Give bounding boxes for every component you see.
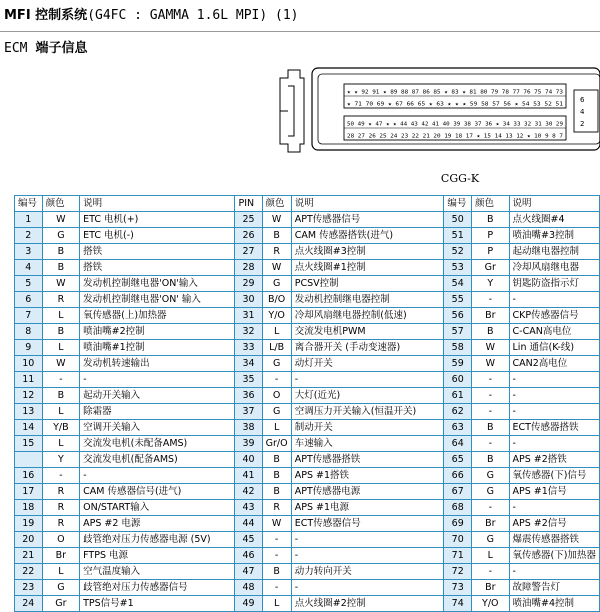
- pin-block-right: [574, 90, 598, 132]
- pin-description: -: [509, 388, 599, 404]
- table-row: [15, 468, 600, 484]
- pin-number: 9: [15, 340, 43, 356]
- pin-row-lower-2: 28 27 26 25 24 23 22 21 20 19 18 17 ★ 15 14 13 12 ★ 10 9 8 7: [347, 133, 563, 140]
- wire-color: L: [262, 420, 291, 436]
- table-row: [15, 516, 600, 532]
- pin-number: 69: [444, 516, 472, 532]
- pin-description: 空调开关输入: [80, 420, 235, 436]
- wire-color: -: [262, 532, 291, 548]
- pin-description: 点火线圈#3控制: [291, 244, 444, 260]
- pin-number: 21: [15, 548, 43, 564]
- pin-description: 喷油嘴#1控制: [80, 340, 235, 356]
- wire-color: Br: [472, 308, 509, 324]
- pin-description: -: [80, 372, 235, 388]
- wire-color: Gr/O: [262, 436, 291, 452]
- pin-number: 31: [235, 308, 262, 324]
- table-row: [15, 388, 600, 404]
- wire-color: G: [472, 468, 509, 484]
- wire-color: B: [472, 212, 509, 228]
- pin-description: -: [509, 372, 599, 388]
- table-row: [15, 500, 600, 516]
- table-row: [15, 356, 600, 372]
- pin-number: 12: [15, 388, 43, 404]
- table-row: [15, 532, 600, 548]
- wire-color: R: [262, 500, 291, 516]
- wire-color: W: [262, 260, 291, 276]
- wire-color: R: [262, 244, 291, 260]
- connector-latch-inner: [288, 86, 294, 136]
- wire-color: B/O: [262, 292, 291, 308]
- wire-color: Br: [472, 580, 509, 596]
- wire-color: B: [262, 484, 291, 500]
- pin-description: FTPS 电源: [80, 548, 235, 564]
- pin-description: 喷油嘴#2控制: [80, 324, 235, 340]
- wire-color: -: [42, 468, 79, 484]
- wire-color: B: [472, 452, 509, 468]
- pin-number: 14: [15, 420, 43, 436]
- pin-row-upper-2: ★ 71 70 69 ★ 67 66 65 ★ 63 ★ ★ ★ 59 58 57 56 ★ 54 53 52 51: [347, 101, 563, 108]
- wire-color: W: [472, 356, 509, 372]
- pin-number: 36: [235, 388, 262, 404]
- pin-description: ETC 电机(+): [80, 212, 235, 228]
- pin-description: 点火线圈#2控制: [291, 596, 444, 612]
- pin-description: APT传感器信号: [291, 212, 444, 228]
- pin-number: 19: [15, 516, 43, 532]
- pin-description: 动灯开关: [291, 356, 444, 372]
- wire-color: L: [262, 324, 291, 340]
- pin-number: 2: [15, 228, 43, 244]
- pin-number: 28: [235, 260, 262, 276]
- pin-number: 51: [444, 228, 472, 244]
- pin-description: 点火线圈#1控制: [291, 260, 444, 276]
- pin-description: APS #2信号: [509, 516, 599, 532]
- pin-description: APS #2 电源: [80, 516, 235, 532]
- pin-description: C-CAN高电位: [509, 324, 599, 340]
- wire-color: -: [472, 436, 509, 452]
- wire-color: -: [42, 372, 79, 388]
- pin-description: PCSV控制: [291, 276, 444, 292]
- pin-description: 爆震传感器搭铁: [509, 532, 599, 548]
- wire-color: B: [262, 452, 291, 468]
- header-description: 说明: [80, 196, 235, 212]
- wire-color: B: [262, 468, 291, 484]
- wire-color: G: [262, 404, 291, 420]
- pin-number: 49: [235, 596, 262, 612]
- pin-description: -: [509, 292, 599, 308]
- pin-number: 35: [235, 372, 262, 388]
- wire-color: Gr: [42, 596, 79, 612]
- pin-number: 34: [235, 356, 262, 372]
- pin-number: 58: [444, 340, 472, 356]
- table-row: [15, 372, 600, 388]
- pin-number: 24: [15, 596, 43, 612]
- title-system-name: MFI 控制系统: [4, 8, 88, 23]
- pin-description: 离合器开关 (手动变速器): [291, 340, 444, 356]
- connector-label: CGG-K: [440, 172, 480, 185]
- section-title: 端子信息: [35, 41, 88, 56]
- wire-color: L: [42, 308, 79, 324]
- wire-color: -: [472, 388, 509, 404]
- wire-color: R: [42, 500, 79, 516]
- pin-description: 动力转向开关: [291, 564, 444, 580]
- pin-description: -: [80, 468, 235, 484]
- pin-row-upper-1: ★ ★ 92 91 ★ 89 88 87 86 85 ★ 83 ★ 81 80 79 78 77 76 75 74 73: [347, 89, 563, 96]
- pin-number: 17: [15, 484, 43, 500]
- wire-color: G: [262, 276, 291, 292]
- pin-number: 43: [235, 500, 262, 516]
- wire-color: G: [472, 484, 509, 500]
- wire-color: Y: [42, 452, 79, 468]
- pin-description: -: [291, 548, 444, 564]
- pin-description: 喷油嘴#4控制: [509, 596, 599, 612]
- pin-description: -: [291, 532, 444, 548]
- pin-number: 22: [15, 564, 43, 580]
- header-pin: PIN: [235, 196, 262, 212]
- wire-color: B: [472, 420, 509, 436]
- table-body: [15, 212, 600, 612]
- pin-number: 54: [444, 276, 472, 292]
- section-heading: [0, 38, 600, 60]
- pin-description: APT传感器电源: [291, 484, 444, 500]
- pin-number: 39: [235, 436, 262, 452]
- pin-right-4: 4: [580, 108, 585, 116]
- pin-description: 大灯(近光): [291, 388, 444, 404]
- pin-number: 3: [15, 244, 43, 260]
- table-row: [15, 228, 600, 244]
- pin-number: 55: [444, 292, 472, 308]
- pin-right-6: 6: [580, 96, 585, 104]
- pin-number: 29: [235, 276, 262, 292]
- pin-number: 74: [444, 596, 472, 612]
- wire-color: B: [262, 564, 291, 580]
- pin-description: 起动继电器控制: [509, 244, 599, 260]
- pin-description: 钥匙防盗指示灯: [509, 276, 599, 292]
- pin-number: 18: [15, 500, 43, 516]
- pin-description: -: [509, 500, 599, 516]
- pin-description: 起动开关输入: [80, 388, 235, 404]
- pin-description: 交流发电机(配备AMS): [80, 452, 235, 468]
- wire-color: O: [42, 532, 79, 548]
- pin-description: 歧管绝对压力传感器电源 (5V): [80, 532, 235, 548]
- pin-description: -: [291, 372, 444, 388]
- wire-color: W: [42, 212, 79, 228]
- pin-description: TPS信号#1: [80, 596, 235, 612]
- header-color-3: 颜色: [472, 196, 509, 212]
- wire-color: Br: [42, 548, 79, 564]
- wire-color: -: [472, 500, 509, 516]
- wire-color: Y/B: [42, 420, 79, 436]
- pin-number: 37: [235, 404, 262, 420]
- wire-color: G: [42, 228, 79, 244]
- wire-color: -: [472, 292, 509, 308]
- pin-number: 38: [235, 420, 262, 436]
- pin-description: APT传感器搭铁: [291, 452, 444, 468]
- pin-number: 26: [235, 228, 262, 244]
- table-row: [15, 452, 600, 468]
- table-row: [15, 276, 600, 292]
- table-header-row: [15, 196, 600, 212]
- pin-number: 13: [15, 404, 43, 420]
- pin-number: 25: [235, 212, 262, 228]
- pin-right-2: 2: [580, 120, 585, 128]
- wire-color: B: [42, 324, 79, 340]
- pin-description: -: [509, 404, 599, 420]
- table-row: [15, 564, 600, 580]
- pin-description: Lin 通信(K-线): [509, 340, 599, 356]
- pin-number: 16: [15, 468, 43, 484]
- header-color-2: 颜色: [262, 196, 291, 212]
- pin-description: 氧传感器(下)加热器: [509, 548, 599, 564]
- pin-description: CAN2高电位: [509, 356, 599, 372]
- pin-number: 32: [235, 324, 262, 340]
- wire-color: P: [472, 244, 509, 260]
- pin-description: 发动机控制继电器'ON' 输入: [80, 292, 235, 308]
- pin-number: 65: [444, 452, 472, 468]
- table-row: [15, 324, 600, 340]
- pin-number: 52: [444, 244, 472, 260]
- wire-color: W: [42, 276, 79, 292]
- header-description-2: 说明: [291, 196, 444, 212]
- wire-color: G: [262, 356, 291, 372]
- wire-color: Y: [472, 276, 509, 292]
- pin-description: 车速输入: [291, 436, 444, 452]
- pin-number: 20: [15, 532, 43, 548]
- connector-diagram: [278, 66, 600, 156]
- wire-color: -: [472, 404, 509, 420]
- wire-color: L: [262, 596, 291, 612]
- pin-number: 47: [235, 564, 262, 580]
- wire-color: W: [262, 516, 291, 532]
- wire-color: B: [262, 228, 291, 244]
- pin-number: 45: [235, 532, 262, 548]
- table-row: [15, 244, 600, 260]
- pin-number: 66: [444, 468, 472, 484]
- wire-color: P: [472, 228, 509, 244]
- pin-number: 57: [444, 324, 472, 340]
- wire-color: W: [42, 356, 79, 372]
- wire-color: -: [262, 580, 291, 596]
- pin-number: 27: [235, 244, 262, 260]
- pin-number: 7: [15, 308, 43, 324]
- wire-color: L: [472, 548, 509, 564]
- table-row: [15, 548, 600, 564]
- table-row: [15, 404, 600, 420]
- pin-description: -: [509, 436, 599, 452]
- pin-number: 53: [444, 260, 472, 276]
- pin-number: 67: [444, 484, 472, 500]
- pin-description: 冷却风扇继电器控制(低速): [291, 308, 444, 324]
- wire-color: -: [472, 564, 509, 580]
- table-row: [15, 308, 600, 324]
- pin-description: 搭铁: [80, 244, 235, 260]
- pin-row-lower-1: 50 49 ★ 47 ★ ★ 44 43 42 41 40 39 38 37 36 ★ 34 33 32 31 30 29: [347, 121, 563, 128]
- wire-color: L: [42, 564, 79, 580]
- pin-number: 33: [235, 340, 262, 356]
- wire-color: R: [42, 516, 79, 532]
- wire-color: B: [42, 388, 79, 404]
- wire-color: L/B: [262, 340, 291, 356]
- page-title: [0, 0, 600, 32]
- pin-description: 氧传感器(下)信号: [509, 468, 599, 484]
- pin-description: 氧传感器(上)加热器: [80, 308, 235, 324]
- table-row: [15, 436, 600, 452]
- pin-number: 1: [15, 212, 43, 228]
- pin-number: 72: [444, 564, 472, 580]
- pin-number: 46: [235, 548, 262, 564]
- wire-color: -: [472, 372, 509, 388]
- wire-color: L: [42, 404, 79, 420]
- header-pin-number-3: 编号: [444, 196, 472, 212]
- pin-description: 发动机转速输出: [80, 356, 235, 372]
- pin-number: 23: [15, 580, 43, 596]
- pin-number: 61: [444, 388, 472, 404]
- wire-color: -: [262, 548, 291, 564]
- pin-description: 交流发电机PWM: [291, 324, 444, 340]
- pin-description: APS #2搭铁: [509, 452, 599, 468]
- header-pin-number: 编号: [15, 196, 43, 212]
- pin-description: ETC 电机(-): [80, 228, 235, 244]
- pin-number: 5: [15, 276, 43, 292]
- pin-number: 73: [444, 580, 472, 596]
- pin-description: -: [509, 564, 599, 580]
- pin-number: 48: [235, 580, 262, 596]
- pin-description: 点火线圈#4: [509, 212, 599, 228]
- pin-number: [15, 452, 43, 468]
- pin-description: 交流发电机(未配备AMS): [80, 436, 235, 452]
- wire-color: Gr: [472, 260, 509, 276]
- pin-number: 62: [444, 404, 472, 420]
- table-row: [15, 340, 600, 356]
- table-row: [15, 212, 600, 228]
- pin-number: 41: [235, 468, 262, 484]
- pin-number: 63: [444, 420, 472, 436]
- wire-color: Y/O: [262, 308, 291, 324]
- pin-description: 故障警告灯: [509, 580, 599, 596]
- wire-color: O: [262, 388, 291, 404]
- pin-description: 发动机控制继电器'ON'输入: [80, 276, 235, 292]
- pin-number: 56: [444, 308, 472, 324]
- wire-color: R: [42, 292, 79, 308]
- wire-color: R: [42, 484, 79, 500]
- wire-color: B: [42, 244, 79, 260]
- title-engine-code: (G4FC : GAMMA 1.6L MPI) (1): [87, 8, 299, 23]
- pin-description: ECT传感器信号: [291, 516, 444, 532]
- pin-description: 发动机控制继电器控制: [291, 292, 444, 308]
- pin-description: APS #1搭铁: [291, 468, 444, 484]
- pin-number: 50: [444, 212, 472, 228]
- wire-color: B: [472, 324, 509, 340]
- pin-number: 4: [15, 260, 43, 276]
- wire-color: G: [472, 532, 509, 548]
- pin-number: 8: [15, 324, 43, 340]
- pin-description: APS #1电源: [291, 500, 444, 516]
- pin-description: -: [291, 580, 444, 596]
- pin-table: [14, 195, 600, 612]
- header-description-3: 说明: [509, 196, 599, 212]
- pin-number: 15: [15, 436, 43, 452]
- pin-description: APS #1信号: [509, 484, 599, 500]
- wire-color: Y/O: [472, 596, 509, 612]
- table-row: [15, 420, 600, 436]
- wire-color: L: [42, 436, 79, 452]
- wire-color: W: [472, 340, 509, 356]
- pin-description: 冷却风扇继电器: [509, 260, 599, 276]
- wire-color: Br: [472, 516, 509, 532]
- table-row: [15, 292, 600, 308]
- pin-description: ECT传感器搭铁: [509, 420, 599, 436]
- table-row: [15, 484, 600, 500]
- pin-description: 制动开关: [291, 420, 444, 436]
- pin-description: CKP传感器信号: [509, 308, 599, 324]
- pin-description: 除霜器: [80, 404, 235, 420]
- pin-number: 10: [15, 356, 43, 372]
- pin-description: 喷油嘴#3控制: [509, 228, 599, 244]
- section-code: ECM: [4, 41, 28, 56]
- pin-number: 11: [15, 372, 43, 388]
- table-row: [15, 580, 600, 596]
- wire-color: G: [42, 580, 79, 596]
- pin-number: 60: [444, 372, 472, 388]
- pin-number: 44: [235, 516, 262, 532]
- table-row: [15, 260, 600, 276]
- pin-description: CAM 传感器搭铁(进气): [291, 228, 444, 244]
- pin-description: 搭铁: [80, 260, 235, 276]
- pin-number: 30: [235, 292, 262, 308]
- pin-description: CAM 传感器信号(进气): [80, 484, 235, 500]
- pin-number: 71: [444, 548, 472, 564]
- pin-description: 空气温度输入: [80, 564, 235, 580]
- wire-color: W: [262, 212, 291, 228]
- pin-number: 40: [235, 452, 262, 468]
- pin-description: 歧管绝对压力传感器信号: [80, 580, 235, 596]
- pin-description: ON/START输入: [80, 500, 235, 516]
- pin-number: 64: [444, 436, 472, 452]
- pin-number: 59: [444, 356, 472, 372]
- wire-color: L: [42, 340, 79, 356]
- pin-number: 42: [235, 484, 262, 500]
- pin-description: 空调压力开关输入(恒温开关): [291, 404, 444, 420]
- pin-number: 68: [444, 500, 472, 516]
- pin-number: 70: [444, 532, 472, 548]
- wire-color: B: [42, 260, 79, 276]
- pin-number: 6: [15, 292, 43, 308]
- header-color: 颜色: [42, 196, 79, 212]
- wire-color: -: [262, 372, 291, 388]
